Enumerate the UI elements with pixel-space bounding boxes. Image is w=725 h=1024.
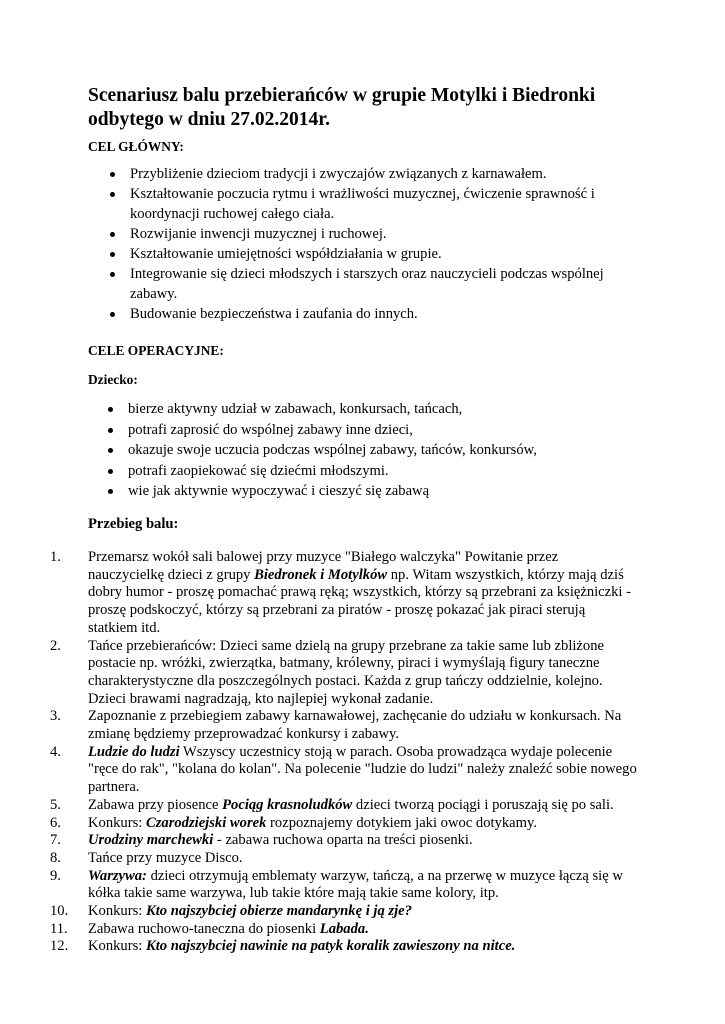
document-title: Scenariusz balu przebierańców w grupie Motylki i Biedronki odbytego w dniu 27.02.2014r. [88, 85, 596, 130]
bullet-icon [110, 312, 115, 317]
list-item: 5. Zabawa przy piosence Pociąg krasnoludków dzieci tworzą pociągi i poruszają się po sali. [50, 796, 614, 813]
list-item: 10. Konkurs: Kto najszybciej obierze mandarynkę i ją zje? [50, 903, 412, 920]
bullet-icon [110, 172, 115, 177]
bullet-icon [110, 192, 115, 197]
list-item: 11. Zabawa ruchowo-taneczna do piosenki Labada. [50, 920, 369, 937]
cel-glowny-list [0, 164, 725, 324]
cele-operacyjne-heading: CELE OPERACYJNE: [88, 343, 224, 358]
list-item: Kształtowanie umiejętności współdziałania w grupie. [0, 244, 639, 264]
list-item: Rozwijanie inwencji muzycznej i ruchowej. [0, 224, 639, 244]
list-item: Przybliżenie dzieciom tradycji i zwyczajów związanych z karnawałem. [0, 164, 639, 184]
list-item: 2. Tańce przebierańców: Dzieci same dzielą na grupy przebrane za takie same lub zbliżone postacie np. wróżki, zwierzątka, batmany, królewny, piraci i wymyślają figury taneczne charakterystyczne dla poszczególnych postaci. Każda z grup tańczy oddzielnie, kolejno. Dzieci brawami nagradzają, kto najlepiej wykonał zadanie. [50, 637, 604, 707]
bullet-icon [110, 252, 115, 257]
bullet-icon [108, 448, 113, 453]
cele-operacyjne-list [0, 399, 725, 502]
list-item: potrafi zaprosić do wspólnej zabawy inne dzieci, [0, 420, 588, 440]
dziecko-subheading: Dziecko: [88, 372, 138, 387]
list-item: wie jak aktywnie wypoczywać i cieszyć się zabawą [0, 481, 588, 501]
list-item: 9. Warzywa: dzieci otrzymują emblematy warzyw, tańczą, a na przerwę w muzyce łączą się w kółka takie same warzywa, lub takie które mają takie same kolory, itp. [50, 867, 623, 902]
bullet-icon [110, 232, 115, 237]
bullet-icon [108, 469, 113, 474]
list-item: Kształtowanie poczucia rytmu i wrażliwości muzycznej, ćwiczenie sprawność i koordynacji ruchowej całego ciała. [0, 184, 639, 224]
bullet-icon [110, 272, 115, 277]
bullet-icon [108, 428, 113, 433]
list-item: bierze aktywny udział w zabawach, konkursach, tańcach, [0, 399, 588, 419]
przebieg-heading: Przebieg balu: [88, 516, 179, 532]
list-item: 3. Zapoznanie z przebiegiem zabawy karnawałowej, zachęcanie do udziału w konkursach. Na zmianę będziemy przeprowadzać konkursy i zabawy. [50, 708, 622, 743]
list-item: 1. Przemarsz wokół sali balowej przy muzyce "Białego walczyka" Powitanie przez nauczycielkę dzieci z grupy Biedronek i Motylków np. Witam wszystkich, którzy mają dziś dobry humor - proszę pomachać prawą ręką; wszystkich, którzy są przebrani za księżniczki - proszę podskoczyć, którzy są przebrani za piratów - proszę pokazać jak piraci sterują statkiem itd. [50, 549, 631, 636]
list-item: 4. Ludzie do ludzi Wszyscy uczestnicy stoją w parach. Osoba prowadząca wydaje polecenie "ręce do rak", "kolana do kolan". Na polecenie "ludzie do ludzi" należy znaleźć sobie nowego partnera. [50, 743, 637, 796]
list-item: 6. Konkurs: Czarodziejski worek rozpoznajemy dotykiem jaki owoc dotykamy. [50, 814, 537, 831]
bullet-icon [108, 407, 113, 412]
list-item: Budowanie bezpieczeństwa i zaufania do innych. [0, 304, 639, 324]
list-item: potrafi zaopiekować się dziećmi młodszymi. [0, 461, 588, 481]
list-item: okazuje swoje uczucia podczas wspólnej zabawy, tańców, konkursów, [0, 440, 588, 460]
list-item: 7. Urodziny marchewki - zabawa ruchowa oparta na treści piosenki. [50, 832, 473, 849]
list-item: 8. Tańce przy muzyce Disco. [50, 849, 243, 866]
bullet-icon [108, 489, 113, 494]
list-item: Integrowanie się dzieci młodszych i starszych oraz nauczycieli podczas wspólnej zabawy. [0, 264, 639, 304]
list-item: 12. Konkurs: Kto najszybciej nawinie na patyk koralik zawieszony na nitce. [50, 938, 516, 955]
cel-glowny-heading: CEL GŁÓWNY: [88, 139, 184, 154]
przebieg-list [0, 549, 725, 956]
